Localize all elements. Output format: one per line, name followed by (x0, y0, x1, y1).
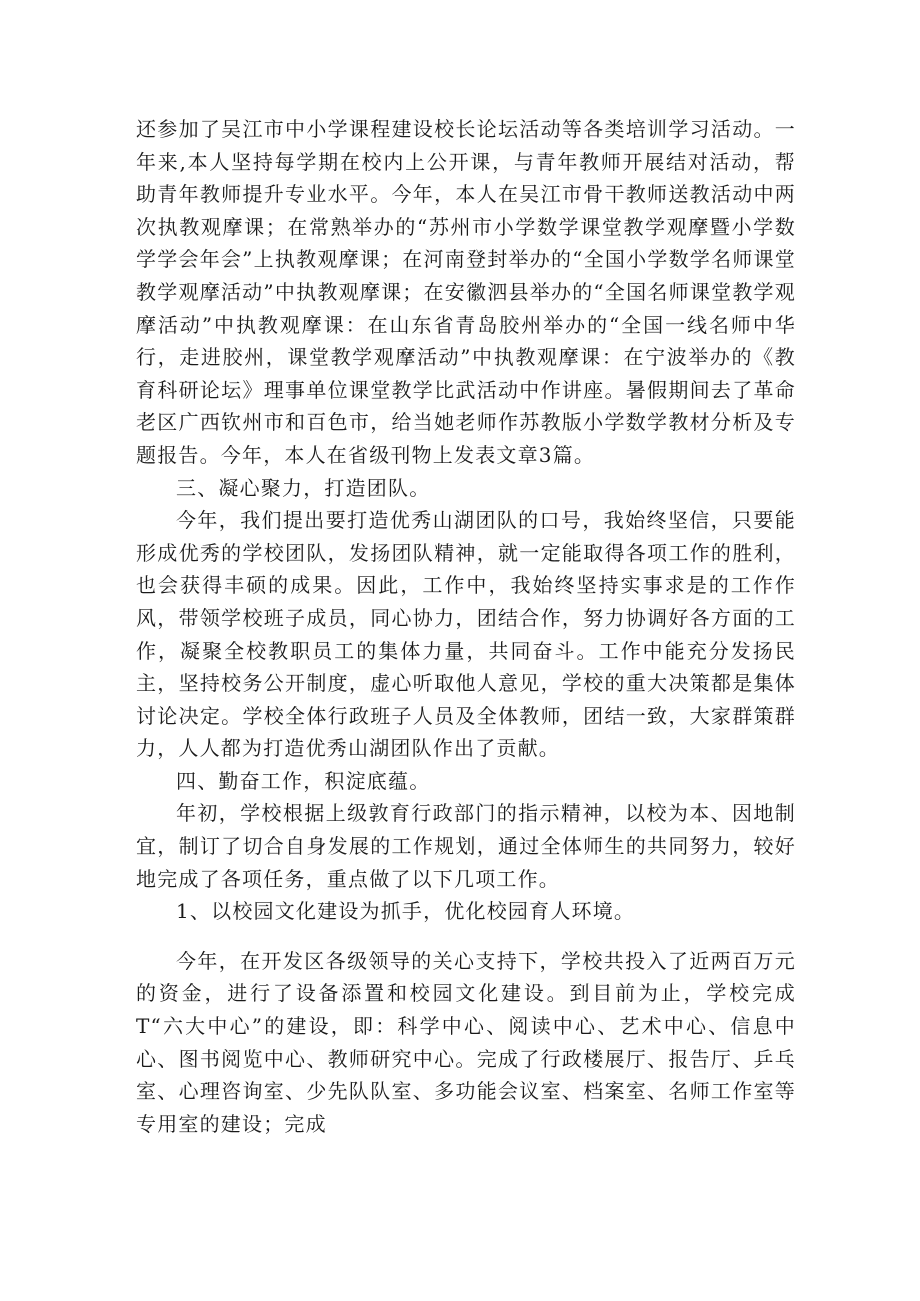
paragraph-team: 今年，我们提出要打造优秀山湖团队的口号，我始终坚信，只要能形成优秀的学校团队，发扬团队精神，就一定能取得各项工作的胜利，也会获得丰硕的成果。因此，工作中，我始终坚持实事求是的工作作风，带领学校班子成员，同心协力，团结合作，努力协调好各方面的工作，凝聚全校教职员工的集体力量，共同奋斗。工作中能充分发扬民主，坚持校务公开制度，虚心听取他人意见，学校的重大决策都是集体讨论决定。学校全体行政班子人员及全体教师，团结一致，大家群策群力，人人都为打造优秀山湖团队作出了贡献。 (136, 508, 796, 761)
subsection-heading-1: 1、以校园文化建设为抓手，优化校园育人环境。 (176, 899, 636, 924)
paragraph-work: 年初，学校根据上级敦育行政部门的指示精神，以校为本、因地制宜，制订了切合自身发展的工作规划，通过全体师生的共同努力，较好地完成了各项任务，重点做了以下几项工作。 (136, 801, 796, 891)
section-heading-3: 三、凝心聚力，打造团队。 (176, 475, 431, 500)
paragraph-continuation: 还参加了吴江市中小学课程建设校长论坛活动等各类培训学习活动。一年来,本人坚持每学期在校内上公开课，与青年教师开展结对活动，帮助青年教师提升专业水平。今年，本人在吴江市骨干教师送教活动中两次执教观摩课；在常熟举办的“苏州市小学数学课堂教学观摩暨小学数学学会年会”上执教观摩课；在河南登封举办的“全国小学数学名师课堂教学观摩活动”中执教观摩课；在安徽泗县举办的“全国名师课堂教学观摩活动”中执教观摩课：在山东省青岛胶州举办的“全国一线名师中华行，走进胶州，课堂教学观摩活动”中执教观摩课：在宁波举办的《教育科研论坛》理事单位课堂教学比武活动中作讲座。暑假期间去了革命老区广西钦州市和百色市，给当她老师作苏教版小学数学教材分析及专题报告。今年，本人在省级刊物上发表文章3篇。 (136, 117, 796, 467)
document-body (136, 113, 796, 1140)
paragraph-campus: 今年，在开发区各级领导的关心支持下，学校共投入了近两百万元的资金，进行了设备添置和校园文化建设。到目前为止，学校完成T“六大中心”的建设，即：科学中心、阅读中心、艺术中心、信息中心、图书阅览中心、教师研究中心。完成了行政楼展厅、报告厅、乒乓室、心理咨询室、少先队队室、多功能会议室、档案室、名师工作室等专用室的建设；完成 (136, 948, 796, 1136)
section-heading-4: 四、勤奋工作，积淀底蕴。 (176, 768, 431, 793)
